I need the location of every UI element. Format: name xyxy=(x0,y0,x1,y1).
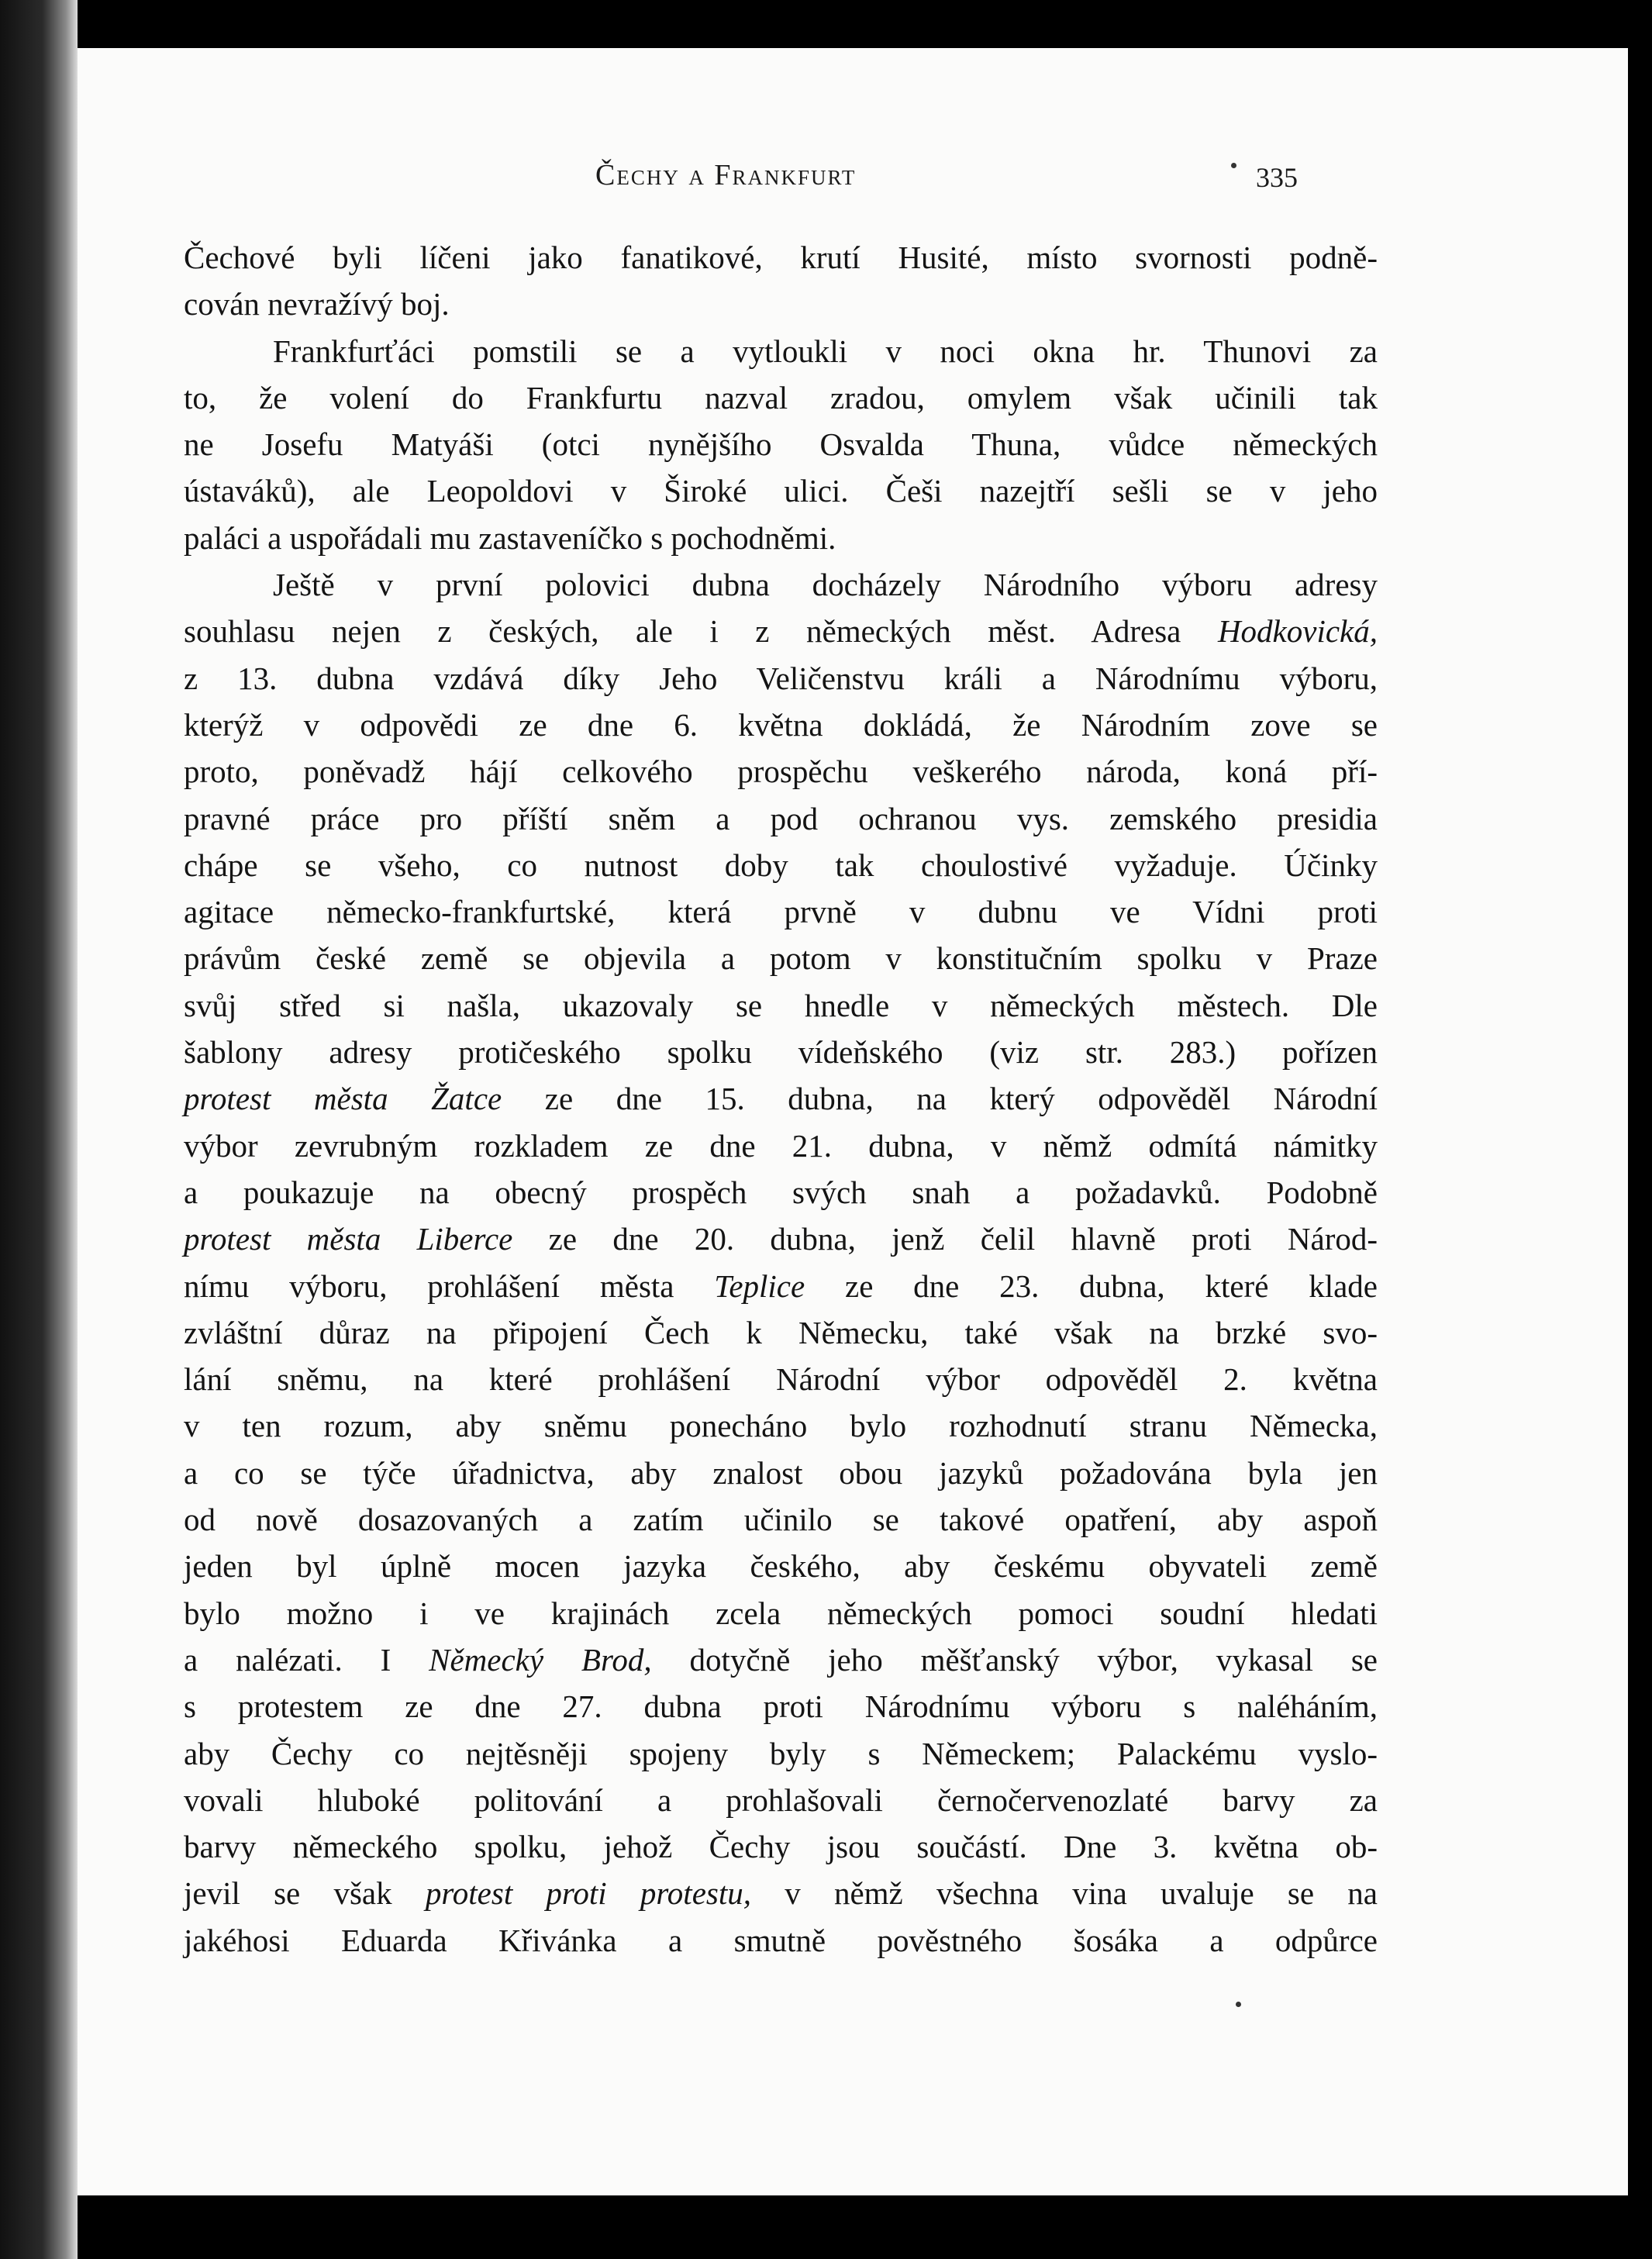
text-line: svůj střed si našla, ukazovaly se hnedle v německých městech. Dle xyxy=(184,987,1378,1023)
text-line: jakéhosi Eduarda Křivánka a smutně pověstného šosáka a odpůrce xyxy=(184,1922,1378,1958)
text-run: jevil se však xyxy=(184,1875,426,1912)
text-line xyxy=(184,1075,1378,1122)
running-header: Čechy a Frankfurt xyxy=(595,159,857,191)
text-line: ústaváků), ale Leopoldovi v Široké ulici. Češi nazejtří sešli se v jeho xyxy=(184,473,1378,509)
speck-bottom xyxy=(1236,2002,1241,2007)
text-line: proto, poněvadž hájí celkového prospěchu veškerého národa, koná pří- xyxy=(184,754,1378,790)
italic-run: protest proti protestu, xyxy=(425,1875,751,1912)
italic-run: protest města Liberce xyxy=(184,1221,513,1257)
text-line: cován nevražívý boj. xyxy=(184,286,450,322)
text-line: Frankfurťáci pomstili se a vytloukli v noci okna hr. Thunovi za xyxy=(273,333,1378,369)
text-line: a co se týče úřadnictva, aby znalost obou jazyků požadována byla jen xyxy=(184,1454,1378,1491)
body-text xyxy=(184,234,1378,1964)
text-line: to, že volení do Frankfurtu nazval zradou, omylem však učinili tak xyxy=(184,379,1378,416)
italic-run: Teplice xyxy=(714,1267,805,1304)
text-run: v němž všechna vina uvaluje se na xyxy=(751,1875,1378,1912)
text-run: ze dne 20. dubna, jenž čelil hlavně proti Národ- xyxy=(512,1221,1378,1257)
text-line: s protestem ze dne 27. dubna proti Národnímu výboru s naléháním, xyxy=(184,1688,1378,1725)
text-line: paláci a uspořádali mu zastaveníčko s pochodněmi. xyxy=(184,519,836,556)
text-line: Čechové byli líčeni jako fanatikové, krutí Husité, místo svornosti podně- xyxy=(184,240,1378,275)
text-line: výbor zevrubným rozkladem ze dne 21. dubna, v němž odmítá námitky xyxy=(184,1127,1378,1164)
text-line: chápe se všeho, co nutnost doby tak choulostivé vyžaduje. Účinky xyxy=(184,847,1378,883)
text-line: barvy německého spolku, jehož Čechy jsou součástí. Dne 3. května ob- xyxy=(184,1829,1378,1865)
text-line: vovali hluboké politování a prohlašovali černočervenozlaté barvy za xyxy=(184,1781,1378,1818)
italic-run: Hodkovická, xyxy=(1217,613,1378,650)
italic-run: protest města Žatce xyxy=(184,1081,502,1117)
text-run: a nalézati. I xyxy=(184,1641,429,1678)
speck-top xyxy=(1231,163,1236,168)
text-line: ne Josefu Matyáši (otci nynějšího Osvalda Thuna, vůdce německých xyxy=(184,426,1378,463)
text-line: agitace německo-frankfurtské, která prvně v dubnu ve Vídni proti xyxy=(184,894,1378,930)
text-run: nímu výboru, prohlášení města xyxy=(184,1267,715,1304)
text-line: právům české země se objevila a potom v konstitučním spolku v Praze xyxy=(184,940,1378,977)
text-line: bylo možno i ve krajinách zcela německých pomoci soudní hledati xyxy=(184,1595,1378,1631)
page-number: 335 xyxy=(1256,162,1298,193)
text-line xyxy=(184,1870,1378,1916)
text-run: souhlasu nejen z českých, ale i z německých měst. Adresa xyxy=(184,613,1218,650)
text-run: ze dne 15. dubna, na který odpověděl Národní xyxy=(502,1081,1378,1117)
text-line: lání sněmu, na které prohlášení Národní výbor odpověděl 2. května xyxy=(184,1361,1378,1398)
page-gutter-shadow xyxy=(0,0,78,2259)
text-line: šablony adresy protičeského spolku vídeňského (viz str. 283.) pořízen xyxy=(184,1034,1378,1071)
text-line: zvláštní důraz na připojení Čech k Německu, také však na brzké svo- xyxy=(184,1314,1378,1350)
text-line: kterýž v odpovědi ze dne 6. května dokládá, že Národním zove se xyxy=(184,706,1378,743)
text-line xyxy=(184,608,1378,654)
text-line: a poukazuje na obecný prospěch svých snah a požadavků. Podobně xyxy=(184,1174,1378,1210)
text-line xyxy=(184,1636,1378,1683)
text-run: dotyčně jeho měšťanský výbor, vykasal se xyxy=(651,1641,1378,1678)
text-line: Ještě v první polovici dubna docházely Národního výboru adresy xyxy=(273,567,1378,603)
text-line: z 13. dubna vzdává díky Jeho Veličenstvu králi a Národnímu výboru, xyxy=(184,660,1378,696)
text-line: jeden byl úplně mocen jazyka českého, aby českému obyvateli země xyxy=(184,1548,1378,1585)
text-line: aby Čechy co nejtěsněji spojeny byly s Německem; Palackému vyslo- xyxy=(184,1735,1378,1771)
text-run: ze dne 23. dubna, které klade xyxy=(805,1267,1378,1304)
text-line: od nově dosazovaných a zatím učinilo se takové opatření, aby aspoň xyxy=(184,1502,1378,1538)
text-line xyxy=(184,1263,1378,1309)
text-line xyxy=(184,1216,1378,1262)
text-line: v ten rozum, aby sněmu ponecháno bylo rozhodnutí stranu Německa, xyxy=(184,1408,1378,1444)
text-line: pravné práce pro příští sněm a pod ochranou vys. zemského presidia xyxy=(184,800,1378,836)
italic-run: Německý Brod, xyxy=(429,1641,652,1678)
